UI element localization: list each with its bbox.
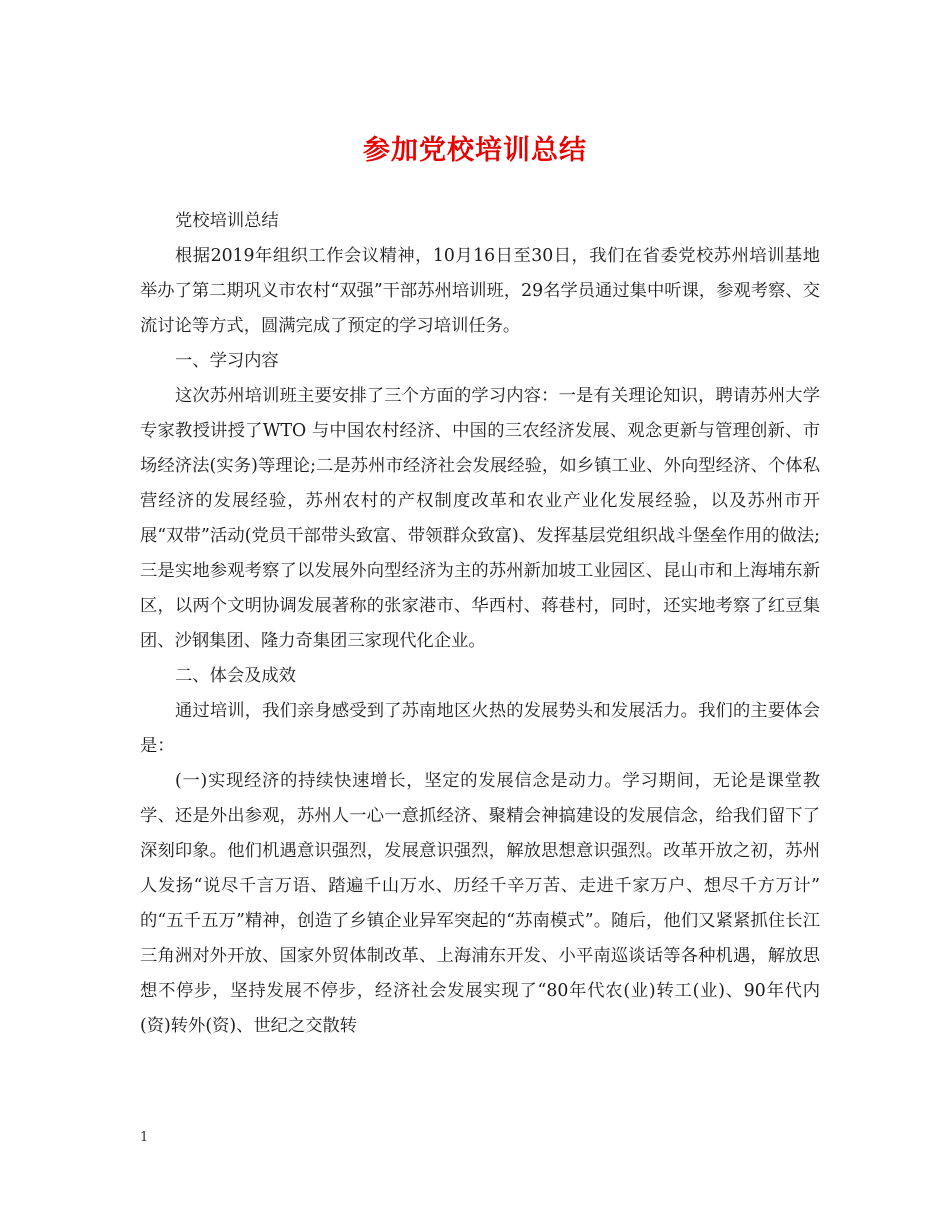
paragraph-experience-one: (一)实现经济的持续快速增长，坚定的发展信念是动力。学习期间，无论是课堂教学、还是外出参观，苏州人一心一意抓经济、聚精会神搞建设的发展信念，给我们留下了深刻印象。他们机遇意识强烈，发展意识强烈，解放思想意识强烈。改革开放之初，苏州人发扬“说尽千言万语、踏遍千山万水、历经千辛万苦、走进千家万户、想尽千方万计” 的“五千五万”精神，创造了乡镇企业异军突起的“苏南模式”。随后，他们又紧紧抓住长江三角洲对外开放、国家外贸体制改革、上海浦东开发、小平南巡谈话等各种机遇，解放思想不停步，坚持发展不停步，经济社会发展实现了“80年代农(业)转工(业)、90年代内(资)转外(资)、世纪之交散转	[140, 771, 820, 1036]
document-body	[140, 204, 820, 1044]
paragraph-heading: 党校培训总结	[175, 211, 279, 231]
document-title: 参加党校培训总结	[363, 135, 587, 166]
section-heading-study-content: 一、学习内容	[175, 351, 279, 371]
paragraph-intro: 根据2019年组织工作会议精神，10月16日至30日，我们在省委党校苏州培训基地举办了第二期巩义市农村“双强”干部苏州培训班，29名学员通过集中听课，参观考察、交流讨论等方式，圆满完成了预定的学习培训任务。	[140, 246, 820, 336]
paragraph-experience-intro: 通过培训，我们亲身感受到了苏南地区火热的发展势头和发展活力。我们的主要体会是：	[140, 701, 820, 756]
page-number: 1	[140, 1130, 149, 1145]
paragraph-study-content: 这次苏州培训班主要安排了三个方面的学习内容：一是有关理论知识，聘请苏州大学专家教授讲授了WTO 与中国农村经济、中国的三农经济发展、观念更新与管理创新、市场经济法(实务)等理论;二是苏州市经济社会发展经验，如乡镇工业、外向型经济、个体私营经济的发展经验，苏州农村的产权制度改革和农业产业化发展经验，以及苏州市开展“双带”活动(党员干部带头致富、带领群众致富)、发挥基层党组织战斗堡垒作用的做法;三是实地参观考察了以发展外向型经济为主的苏州新加坡工业园区、昆山市和上海埔东新区，以两个文明协调发展著称的张家港市、华西村、蒋巷村，同时，还实地考察了红豆集团、沙钢集团、隆力奇集团三家现代化企业。	[140, 386, 820, 651]
section-heading-experience: 二、体会及成效	[175, 666, 296, 686]
